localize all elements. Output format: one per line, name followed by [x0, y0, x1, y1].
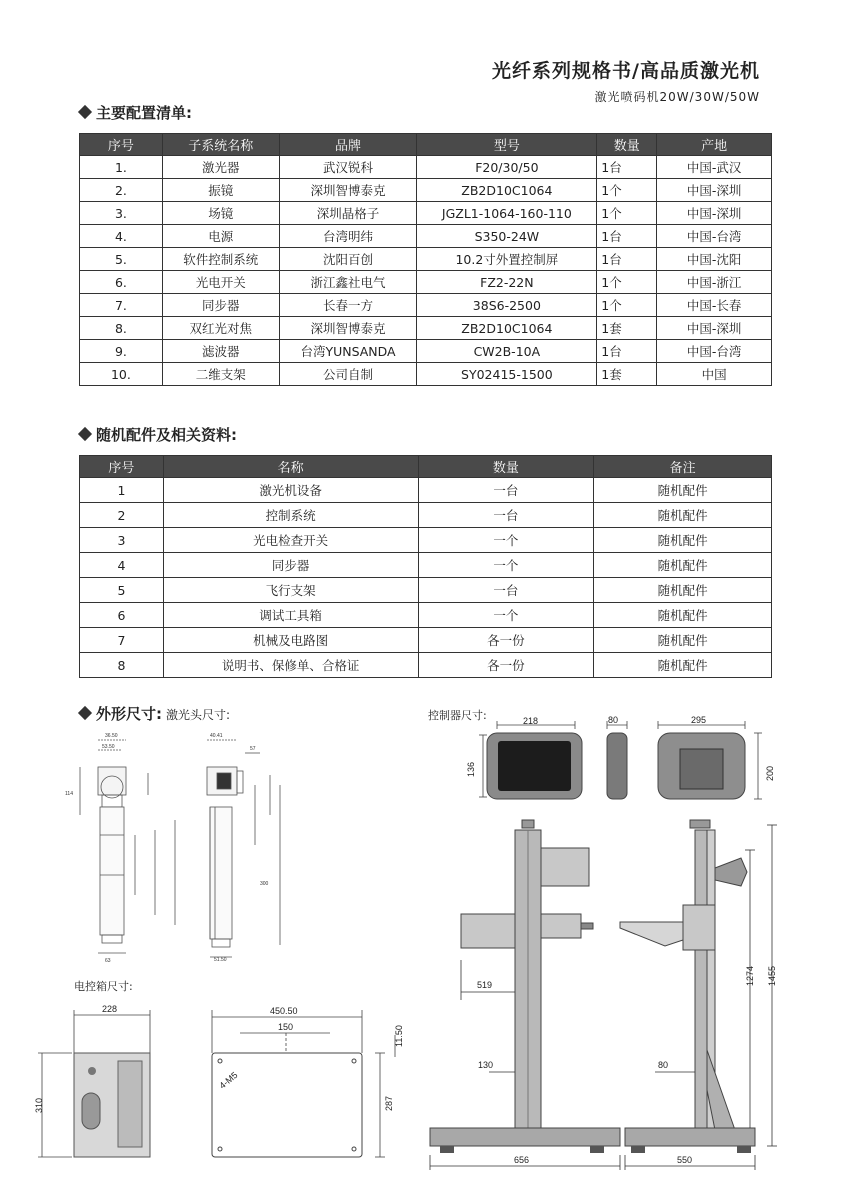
- accessories-table-cell: 随机配件: [594, 503, 772, 528]
- config-table-cell: 台湾明纬: [279, 225, 417, 248]
- control-box-depth-dim: 287: [384, 1095, 394, 1111]
- config-table-cell: 1台: [597, 225, 657, 248]
- config-table-cell: 1个: [597, 202, 657, 225]
- accessories-table-cell: 控制系统: [163, 503, 418, 528]
- config-table-column-header: 序号: [80, 134, 163, 156]
- accessories-table-row: [80, 553, 772, 578]
- config-table-cell: 5.: [80, 248, 163, 271]
- accessories-table-cell: 同步器: [163, 553, 418, 578]
- accessories-table-column-header: 备注: [594, 456, 772, 478]
- config-table-cell: 4.: [80, 225, 163, 248]
- config-table-cell: ZB2D10C1064: [417, 179, 597, 202]
- accessories-table-cell: 机械及电路图: [163, 628, 418, 653]
- config-table-cell: SY02415-1500: [417, 363, 597, 386]
- config-table-row: [80, 179, 772, 202]
- svg-text:53.50: 53.50: [102, 744, 115, 750]
- accessories-table-row: [80, 478, 772, 503]
- accessories-table-cell: 光电检查开关: [163, 528, 418, 553]
- config-table-cell: JGZL1-1064-160-110: [417, 202, 597, 225]
- config-table-cell: 1台: [597, 340, 657, 363]
- config-table-column-header: 产地: [657, 134, 772, 156]
- config-table-cell: 滤波器: [162, 340, 279, 363]
- config-table-cell: 中国-长春: [657, 294, 772, 317]
- config-table-cell: 1个: [597, 179, 657, 202]
- controller-back-height-dim: 200: [765, 765, 775, 781]
- config-table-cell: 公司自制: [279, 363, 417, 386]
- config-table-cell: 38S6-2500: [417, 294, 597, 317]
- stand-side-base-dim: 550: [677, 1155, 693, 1165]
- config-table-cell: 光电开关: [162, 271, 279, 294]
- control-box-top-width-dim: 450.50: [270, 1006, 298, 1016]
- accessories-table-column-header: 名称: [163, 456, 418, 478]
- controller-drawing: [455, 715, 785, 805]
- config-table-cell: 2.: [80, 179, 163, 202]
- config-table-cell: 电源: [162, 225, 279, 248]
- control-box-front-height-dim: 310: [34, 1097, 44, 1113]
- control-box-holes-label: 4-M5: [217, 1069, 240, 1091]
- accessories-table-cell: 4: [80, 553, 164, 578]
- config-table-cell: 中国-深圳: [657, 202, 772, 225]
- config-table-row: [80, 271, 772, 294]
- accessories-table-cell: 一个: [418, 553, 594, 578]
- diamond-bullet-icon: [78, 427, 92, 441]
- control-box-hole-spacing-dim: 150: [278, 1022, 294, 1032]
- controller-depth-dim: 80: [608, 715, 619, 725]
- control-box-label: 电控箱尺寸:: [74, 980, 133, 993]
- config-table: [79, 133, 772, 386]
- accessories-table-row: [80, 603, 772, 628]
- config-table-column-header: 品牌: [279, 134, 417, 156]
- accessories-table-cell: 随机配件: [594, 478, 772, 503]
- config-table-row: [80, 363, 772, 386]
- config-table-cell: 中国-沈阳: [657, 248, 772, 271]
- accessories-table-cell: 随机配件: [594, 528, 772, 553]
- diamond-bullet-icon: [78, 105, 92, 119]
- config-table-cell: 长春一方: [279, 294, 417, 317]
- config-table-cell: 3.: [80, 202, 163, 225]
- accessories-table-cell: 一台: [418, 503, 594, 528]
- config-table-row: [80, 156, 772, 179]
- accessories-table-cell: 7: [80, 628, 164, 653]
- config-table-row: [80, 294, 772, 317]
- config-table-cell: 振镜: [162, 179, 279, 202]
- config-table-row: [80, 225, 772, 248]
- accessories-table-cell: 各一份: [418, 628, 594, 653]
- svg-text:51.50: 51.50: [214, 957, 227, 963]
- config-table-header: [80, 134, 772, 156]
- config-table-cell: 双红光对焦: [162, 317, 279, 340]
- accessories-table-cell: 随机配件: [594, 553, 772, 578]
- config-table-cell: 8.: [80, 317, 163, 340]
- accessories-table-row: [80, 653, 772, 678]
- svg-text:63: 63: [105, 958, 111, 964]
- config-table-cell: 1套: [597, 363, 657, 386]
- accessories-table-cell: 3: [80, 528, 164, 553]
- controller-back-width-dim: 295: [691, 715, 707, 725]
- config-table-cell: 中国-台湾: [657, 340, 772, 363]
- svg-text:40.41: 40.41: [210, 733, 223, 739]
- config-table-column-header: 型号: [417, 134, 597, 156]
- config-table-column-header: 数量: [597, 134, 657, 156]
- stand-column-offset-dim: 130: [478, 1060, 494, 1070]
- config-table-cell: 1台: [597, 248, 657, 271]
- accessories-table-cell: 一个: [418, 603, 594, 628]
- accessories-table-cell: 随机配件: [594, 578, 772, 603]
- config-table-row: [80, 248, 772, 271]
- config-table-cell: 中国-深圳: [657, 179, 772, 202]
- config-table-cell: 中国: [657, 363, 772, 386]
- accessories-table-cell: 随机配件: [594, 628, 772, 653]
- config-table-cell: 激光器: [162, 156, 279, 179]
- accessories-table-column-header: 序号: [80, 456, 164, 478]
- stand-base-width-dim: 656: [514, 1155, 530, 1165]
- controller-label: 控制器尺寸:: [428, 709, 487, 722]
- config-table-cell: CW2B-10A: [417, 340, 597, 363]
- laser-head-drawing: [60, 725, 290, 965]
- accessories-table: [79, 455, 772, 678]
- accessories-table-cell: 激光机设备: [163, 478, 418, 503]
- config-table-cell: 沈阳百创: [279, 248, 417, 271]
- config-table-cell: 1套: [597, 317, 657, 340]
- accessories-table-row: [80, 503, 772, 528]
- stand-side-offset-dim: 80: [658, 1060, 669, 1070]
- config-table-cell: 中国-台湾: [657, 225, 772, 248]
- section-config-heading: 主要配置清单:: [80, 102, 192, 123]
- config-table-cell: 1.: [80, 156, 163, 179]
- svg-text:114: 114: [65, 791, 73, 797]
- svg-text:36.50: 36.50: [105, 733, 118, 739]
- accessories-table-row: [80, 528, 772, 553]
- accessories-table-cell: 各一份: [418, 653, 594, 678]
- accessories-table-column-header: 数量: [418, 456, 594, 478]
- page-title: 光纤系列规格书/高品质激光机: [492, 60, 760, 82]
- page-subtitle: 激光喷码机20W/30W/50W: [594, 90, 760, 104]
- svg-text:57: 57: [250, 746, 256, 752]
- stand-arm-reach-dim: 519: [477, 980, 493, 990]
- accessories-table-cell: 一台: [418, 578, 594, 603]
- config-table-cell: F20/30/50: [417, 156, 597, 179]
- accessories-table-row: [80, 628, 772, 653]
- config-table-cell: 6.: [80, 271, 163, 294]
- accessories-table-row: [80, 578, 772, 603]
- accessories-table-cell: 说明书、保修单、合格证: [163, 653, 418, 678]
- config-table-row: [80, 202, 772, 225]
- config-table-cell: 深圳智博泰克: [279, 317, 417, 340]
- accessories-table-cell: 1: [80, 478, 164, 503]
- config-table-cell: 10.: [80, 363, 163, 386]
- accessories-table-header: [80, 456, 772, 478]
- controller-height-dim: 136: [466, 761, 476, 777]
- config-table-cell: 二维支架: [162, 363, 279, 386]
- config-table-cell: 同步器: [162, 294, 279, 317]
- config-table-cell: 7.: [80, 294, 163, 317]
- config-table-cell: FZ2-22N: [417, 271, 597, 294]
- accessories-table-cell: 随机配件: [594, 653, 772, 678]
- stand-total-height-dim: 1455: [767, 965, 777, 986]
- config-table-cell: 9.: [80, 340, 163, 363]
- accessories-table-cell: 5: [80, 578, 164, 603]
- config-table-cell: 武汉锐科: [279, 156, 417, 179]
- accessories-table-cell: 8: [80, 653, 164, 678]
- config-table-cell: ZB2D10C1064: [417, 317, 597, 340]
- stand-lift-height-dim: 1274: [745, 965, 755, 986]
- control-box-drawing: [30, 995, 420, 1180]
- config-table-cell: 浙江鑫社电气: [279, 271, 417, 294]
- stand-drawing: [425, 810, 795, 1175]
- config-table-cell: 中国-浙江: [657, 271, 772, 294]
- svg-text:300: 300: [260, 881, 269, 887]
- controller-width-dim: 218: [523, 716, 539, 726]
- accessories-table-cell: 一台: [418, 478, 594, 503]
- config-table-cell: 软件控制系统: [162, 248, 279, 271]
- config-table-cell: S350-24W: [417, 225, 597, 248]
- config-table-cell: 深圳智博泰克: [279, 179, 417, 202]
- accessories-table-cell: 飞行支架: [163, 578, 418, 603]
- config-table-cell: 场镜: [162, 202, 279, 225]
- config-table-cell: 深圳晶格子: [279, 202, 417, 225]
- config-table-cell: 中国-武汉: [657, 156, 772, 179]
- section-accessories-heading: 随机配件及相关资料:: [80, 424, 237, 445]
- config-table-row: [80, 340, 772, 363]
- config-table-cell: 1个: [597, 271, 657, 294]
- config-table-cell: 1个: [597, 294, 657, 317]
- config-table-cell: 中国-深圳: [657, 317, 772, 340]
- config-table-row: [80, 317, 772, 340]
- control-box-front-width-dim: 228: [102, 1004, 118, 1014]
- config-table-column-header: 子系统名称: [162, 134, 279, 156]
- section-dimensions-heading: 外形尺寸: 激光头尺寸:: [80, 703, 230, 724]
- config-table-cell: 台湾YUNSANDA: [279, 340, 417, 363]
- config-table-cell: 1台: [597, 156, 657, 179]
- accessories-table-cell: 2: [80, 503, 164, 528]
- accessories-table-cell: 调试工具箱: [163, 603, 418, 628]
- control-box-side-offset-dim: 11.50: [394, 1025, 404, 1047]
- diamond-bullet-icon: [78, 706, 92, 720]
- accessories-table-cell: 随机配件: [594, 603, 772, 628]
- accessories-table-cell: 一个: [418, 528, 594, 553]
- accessories-table-cell: 6: [80, 603, 164, 628]
- config-table-cell: 10.2寸外置控制屏: [417, 248, 597, 271]
